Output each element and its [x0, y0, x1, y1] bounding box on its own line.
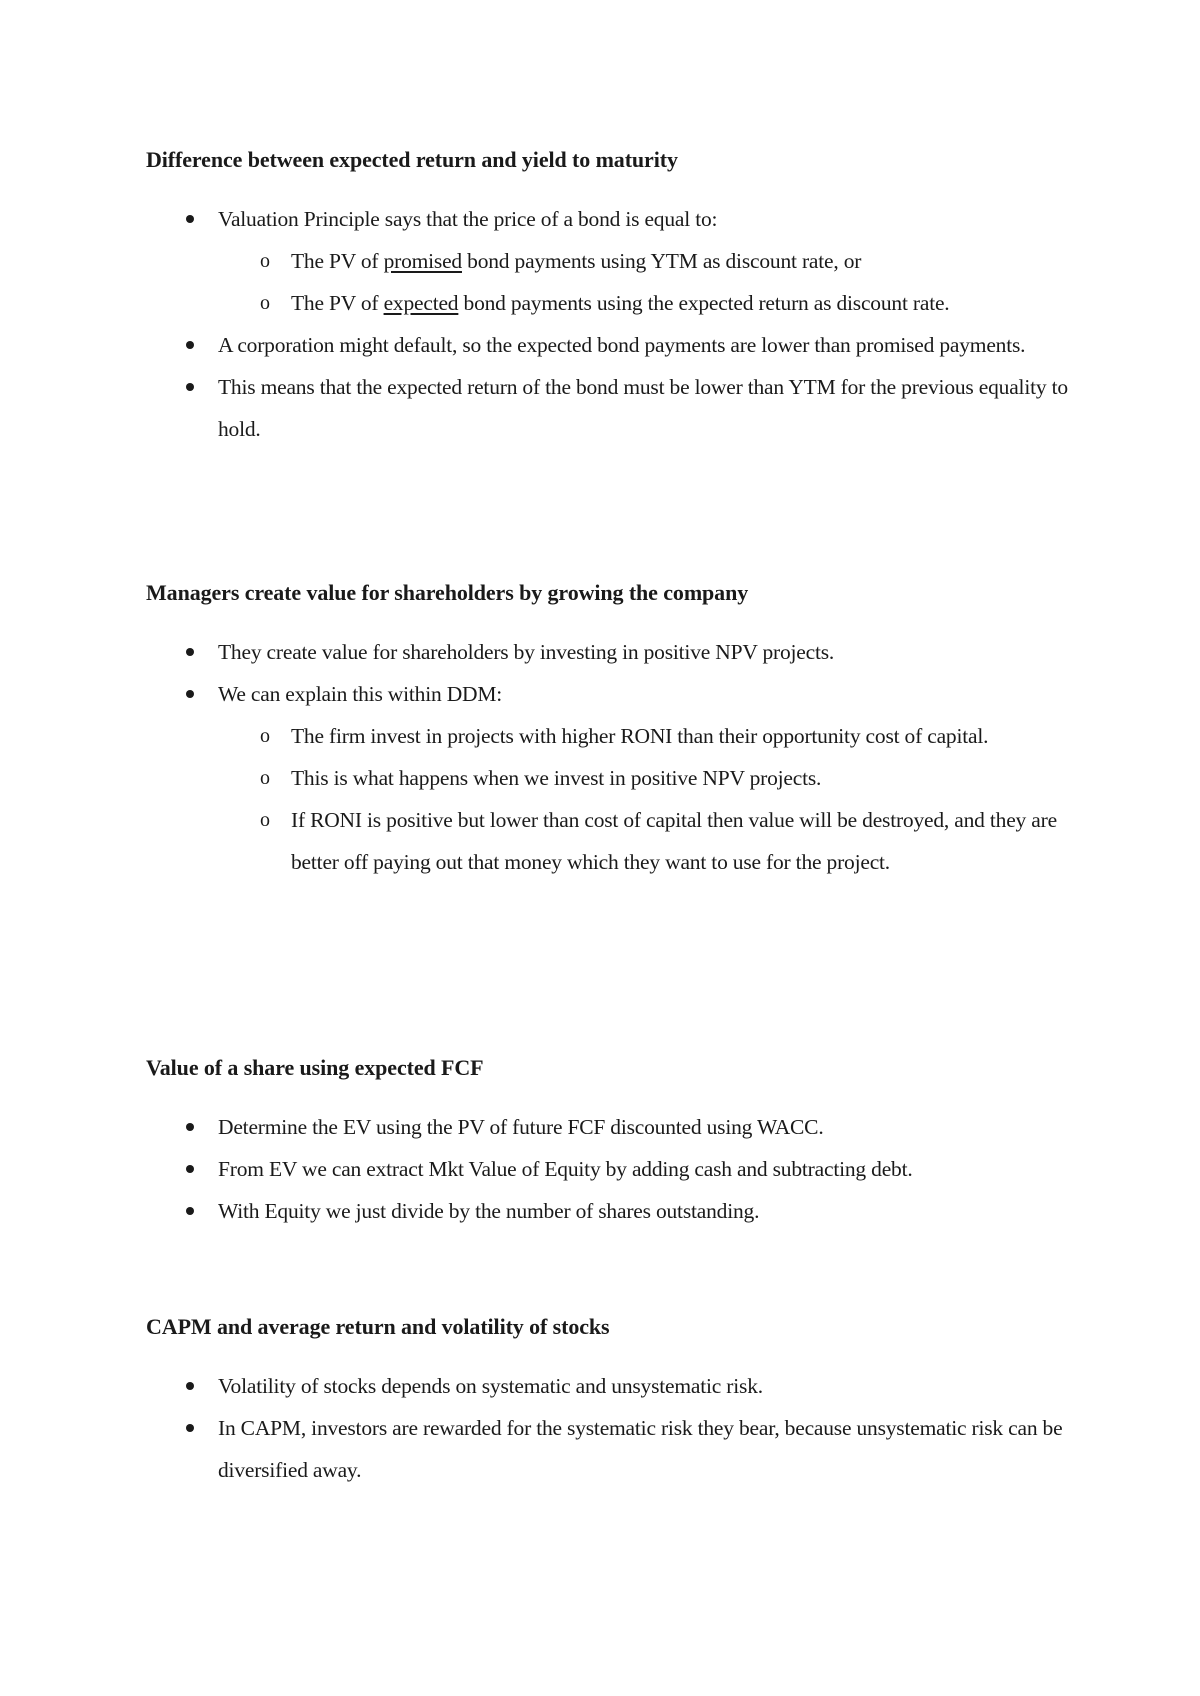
sub-list-item	[146, 240, 1076, 282]
sub-list-item-text: If RONI is positive but lower than cost of capital then value will be destroyed, and they are better off paying out that money which they want to use for the project.	[291, 808, 1057, 874]
bullet-dot-icon	[186, 1382, 194, 1390]
list-item-text: With Equity we just divide by the number of shares outstanding.	[218, 1199, 760, 1223]
bullet-dot-icon	[186, 341, 194, 349]
list-item-text: A corporation might default, so the expected bond payments are lower than promised payments.	[218, 333, 1026, 357]
list-item	[146, 1365, 1076, 1407]
list-item-text: They create value for shareholders by investing in positive NPV projects.	[218, 640, 835, 664]
section-share-value-fcf	[146, 1053, 1076, 1232]
section-managers-create-value	[146, 578, 1076, 883]
bullet-list	[146, 1365, 1076, 1491]
list-item	[146, 1190, 1076, 1232]
underlined-word: promised	[383, 249, 462, 273]
bullet-dot-icon	[186, 1424, 194, 1432]
bullet-list	[146, 631, 1076, 883]
sub-list-item-text-post: bond payments using YTM as discount rate, or	[461, 249, 862, 273]
section-heading: Difference between expected return and yield to maturity	[146, 147, 678, 172]
bullet-dot-icon	[186, 215, 194, 223]
sub-bullet-marker: o	[260, 292, 270, 314]
bullet-dot-icon	[186, 648, 194, 656]
sub-bullet-marker: o	[260, 725, 270, 747]
sub-list-item-text-post: bond payments using the expected return as discount rate.	[458, 291, 950, 315]
bullet-list	[146, 1106, 1076, 1232]
bullet-dot-icon	[186, 1123, 194, 1131]
bullet-dot-icon	[186, 690, 194, 698]
list-item	[146, 324, 1076, 366]
list-item	[146, 366, 1076, 450]
list-item-text: From EV we can extract Mkt Value of Equity by adding cash and subtracting debt.	[218, 1157, 913, 1181]
list-item	[146, 631, 1076, 673]
list-item	[146, 198, 1076, 324]
list-item-text: This means that the expected return of the bond must be lower than YTM for the previous equality to hold.	[218, 375, 1068, 441]
list-item-text: In CAPM, investors are rewarded for the systematic risk they bear, because unsystematic risk can be diversified away.	[218, 1416, 1063, 1482]
sub-list-item-text-pre: The PV of	[291, 291, 384, 315]
sub-list-item-text: This is what happens when we invest in positive NPV projects.	[291, 766, 822, 790]
sub-list-item	[146, 799, 1076, 883]
section-heading: Managers create value for shareholders by growing the company	[146, 580, 749, 605]
sub-list-item-text-pre: The PV of	[291, 249, 384, 273]
section-heading: Value of a share using expected FCF	[146, 1055, 484, 1080]
sub-bullet-marker: o	[260, 809, 270, 831]
sub-bullet-marker: o	[260, 250, 270, 272]
bullet-dot-icon	[186, 1165, 194, 1173]
section-expected-return-vs-ytm	[146, 145, 1076, 450]
sub-list-item-text: The firm invest in projects with higher RONI than their opportunity cost of capital.	[291, 724, 989, 748]
list-item-text: Valuation Principle says that the price of a bond is equal to:	[218, 207, 718, 231]
list-item-text: Volatility of stocks depends on systematic and unsystematic risk.	[218, 1374, 763, 1398]
list-item	[146, 1148, 1076, 1190]
bullet-dot-icon	[186, 383, 194, 391]
section-capm	[146, 1312, 1076, 1491]
section-heading: CAPM and average return and volatility of stocks	[146, 1314, 610, 1339]
bullet-list	[146, 198, 1076, 450]
list-item-text: We can explain this within DDM:	[218, 682, 503, 706]
list-item	[146, 1106, 1076, 1148]
list-item	[146, 673, 1076, 883]
underlined-word: expected	[383, 291, 459, 315]
bullet-dot-icon	[186, 1207, 194, 1215]
list-item-text: Determine the EV using the PV of future FCF discounted using WACC.	[218, 1115, 824, 1139]
sub-list-item	[146, 715, 1076, 757]
sub-list-item	[146, 757, 1076, 799]
sub-bullet-marker: o	[260, 767, 270, 789]
list-item	[146, 1407, 1076, 1491]
sub-list-item	[146, 282, 1076, 324]
